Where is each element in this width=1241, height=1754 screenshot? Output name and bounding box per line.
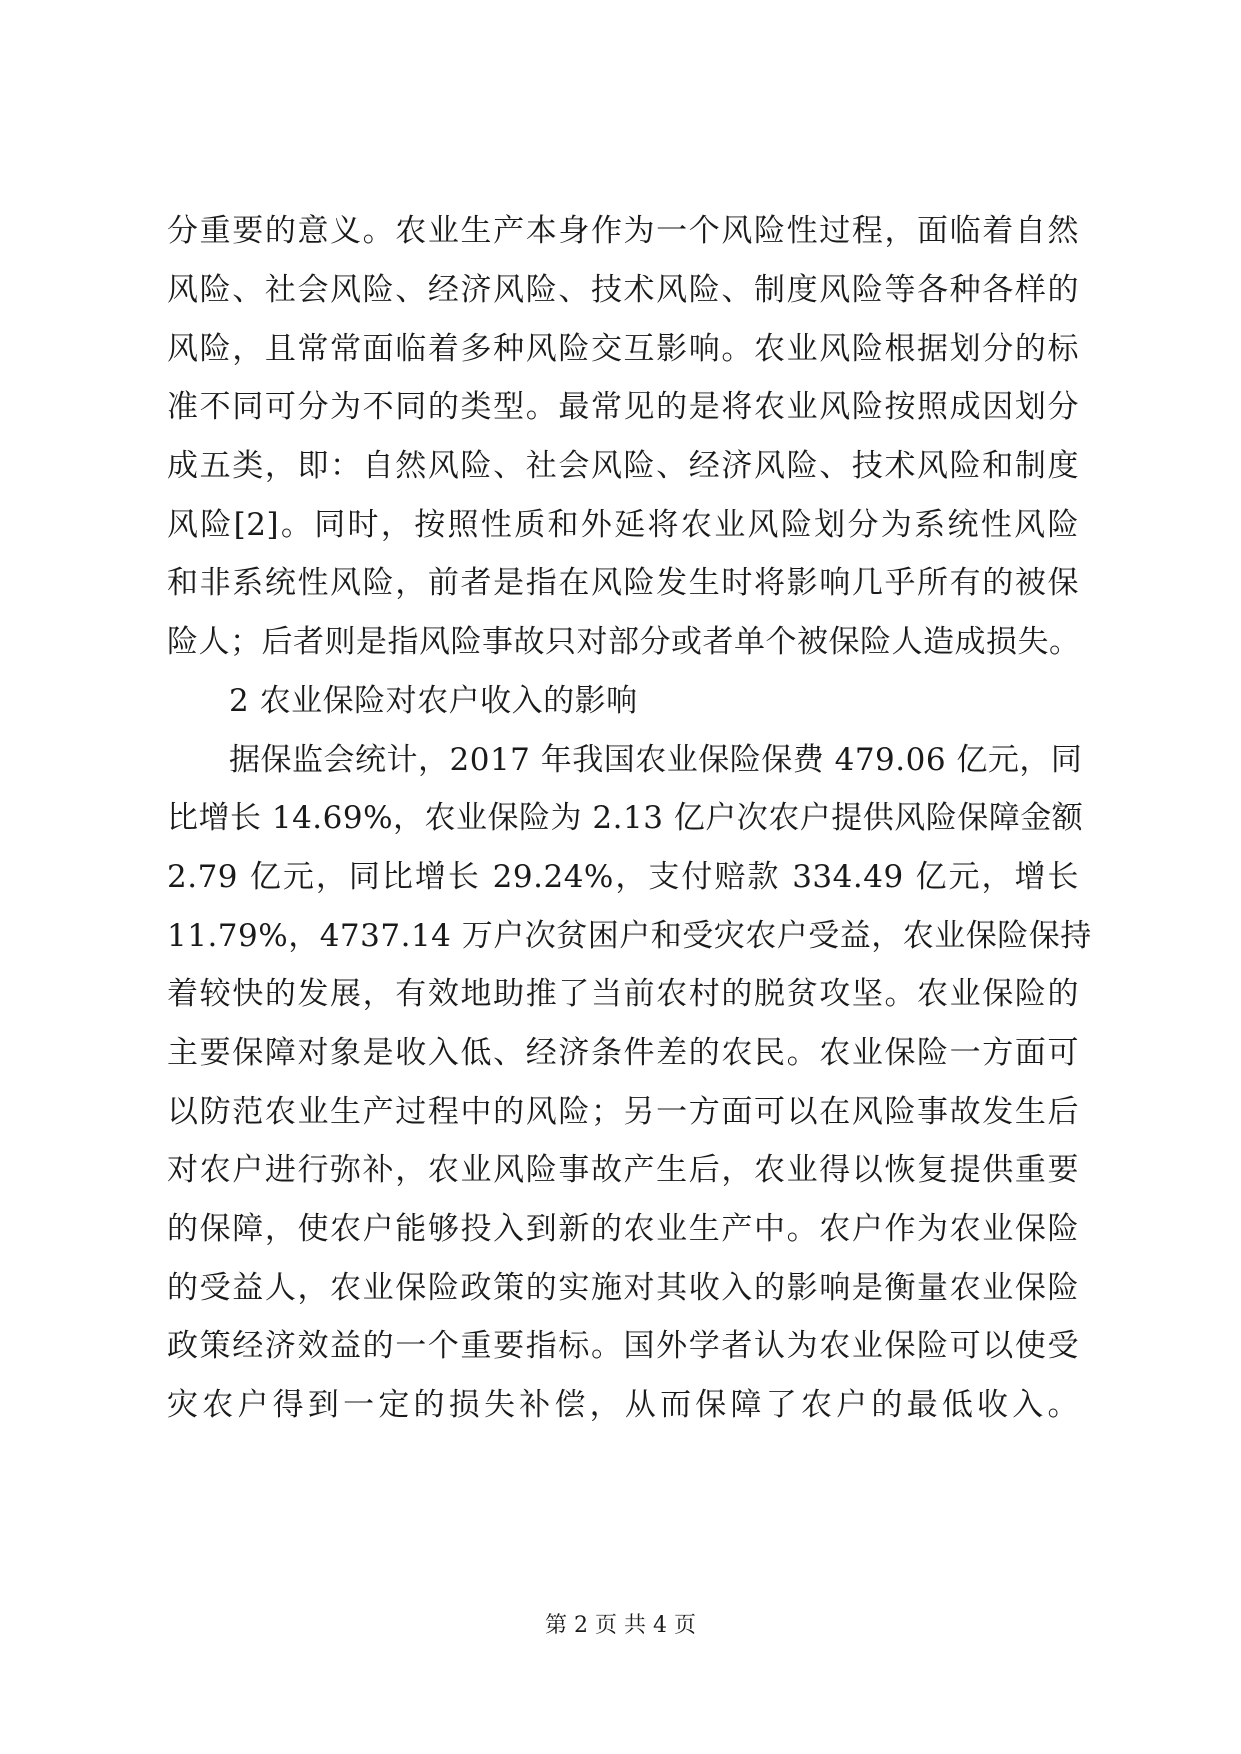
body-line: 对农户进行弥补，农业风险事故产生后，农业得以恢复提供重要	[167, 1152, 1079, 1188]
body-line: 风险[2]。同时，按照性质和外延将农业风险划分为系统性风险	[167, 507, 1079, 543]
body-line: 险人；后者则是指风险事故只对部分或者单个被保险人造成损失。	[167, 624, 1081, 660]
body-line: 主要保障对象是收入低、经济条件差的农民。农业保险一方面可	[167, 1035, 1079, 1071]
body-line: 分重要的意义。农业生产本身作为一个风险性过程，面临着自然	[167, 213, 1079, 249]
body-line: 成五类，即：自然风险、社会风险、经济风险、技术风险和制度	[167, 448, 1079, 484]
body-line: 的保障，使农户能够投入到新的农业生产中。农户作为农业保险	[167, 1211, 1079, 1247]
body-line: 11.79%，4737.14 万户次贫困户和受灾农户受益，农业保险保持	[167, 918, 1092, 954]
body-line: 风险、社会风险、经济风险、技术风险、制度风险等各种各样的	[167, 272, 1079, 308]
body-line: 比增长 14.69%，农业保险为 2.13 亿户次农户提供风险保障金额	[167, 800, 1084, 836]
body-line: 着较快的发展，有效地助推了当前农村的脱贫攻坚。农业保险的	[167, 976, 1079, 1012]
body-line: 2.79 亿元，同比增长 29.24%，支付赔款 334.49 亿元，增长	[167, 859, 1079, 895]
section-heading: 2 农业保险对农户收入的影响	[229, 683, 638, 719]
body-line: 据保监会统计，2017 年我国农业保险保费 479.06 亿元，同	[229, 742, 1083, 778]
body-line: 灾农户得到一定的损失补偿，从而保障了农户的最低收入。	[167, 1387, 1079, 1423]
body-line: 政策经济效益的一个重要指标。国外学者认为农业保险可以使受	[167, 1328, 1079, 1364]
body-line: 和非系统性风险，前者是指在风险发生时将影响几乎所有的被保	[167, 565, 1079, 601]
body-line: 的受益人，农业保险政策的实施对其收入的影响是衡量农业保险	[167, 1270, 1079, 1306]
page-footer: 第 2 页 共 4 页	[545, 1613, 696, 1638]
body-line: 风险，且常常面临着多种风险交互影响。农业风险根据划分的标	[167, 331, 1079, 367]
body-line: 准不同可分为不同的类型。最常见的是将农业风险按照成因划分	[167, 389, 1079, 425]
body-line: 以防范农业生产过程中的风险；另一方面可以在风险事故发生后	[167, 1094, 1079, 1130]
